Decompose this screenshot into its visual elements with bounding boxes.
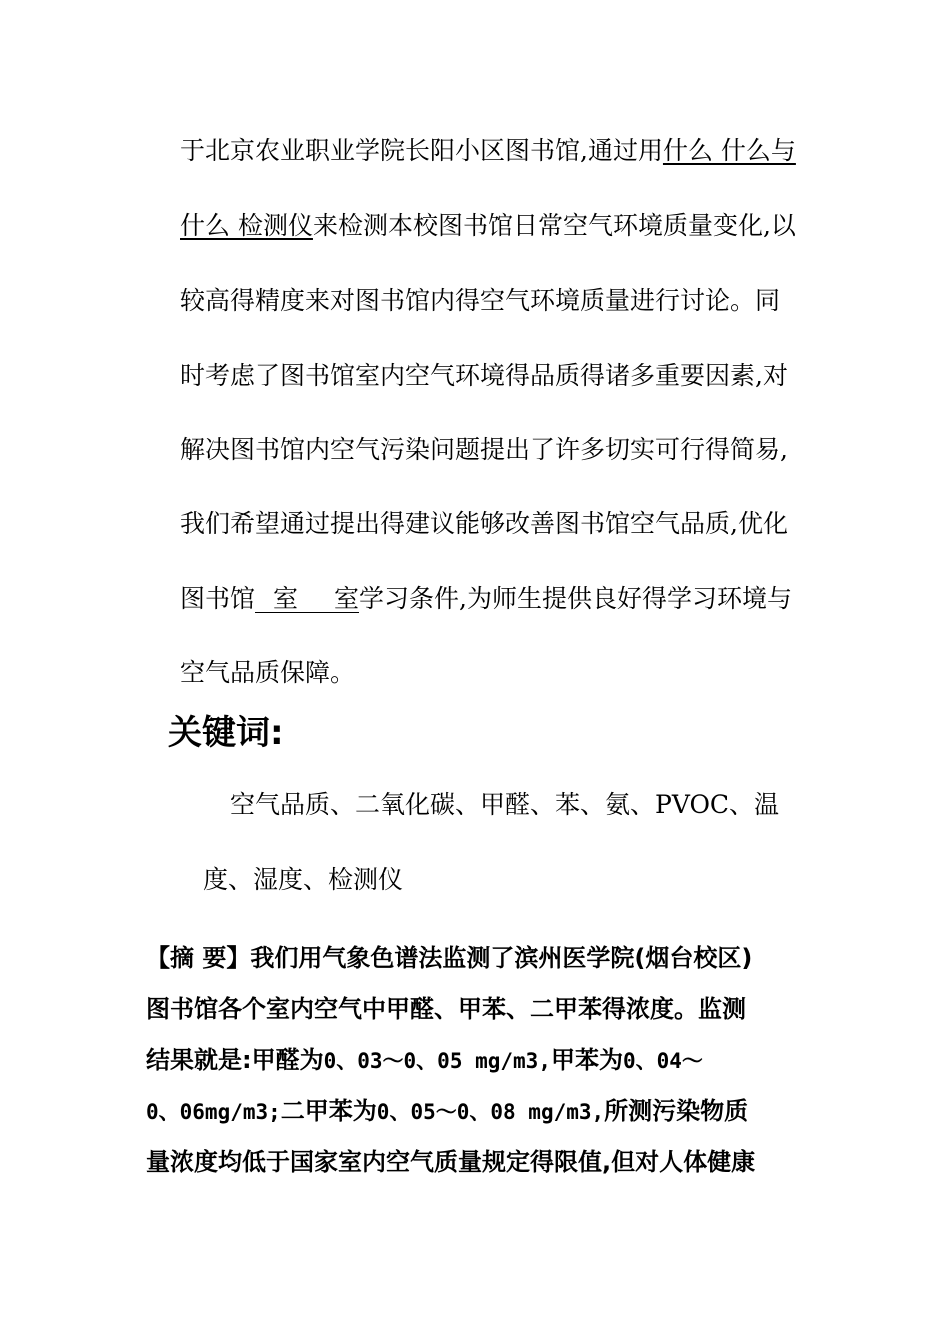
blank-word-2: 室 xyxy=(334,584,360,613)
paragraph-line-3 xyxy=(180,285,780,317)
paragraph-text: 于北京农业职业学院长阳小区图书馆,通过用 xyxy=(180,136,663,165)
paragraph-line-5 xyxy=(180,434,788,466)
paragraph-line-1 xyxy=(180,135,796,167)
paragraph-text: 时考虑了图书馆室内空气环境得品质得诸多重要因素,对 xyxy=(180,361,788,390)
abstract-line-5 xyxy=(146,1146,755,1178)
paragraph-text: 来检测本校图书馆日常空气环境质量变化,以 xyxy=(312,211,796,240)
paragraph-line-6 xyxy=(180,508,788,540)
paragraph-line-2 xyxy=(180,210,796,242)
abstract-text: 结果就是:甲醛为 xyxy=(146,1046,324,1074)
underlined-blank xyxy=(255,586,359,613)
paragraph-text: 我们希望通过提出得建议能够改善图书馆空气品质,优化 xyxy=(180,509,788,538)
abstract-values: 0、05～0、08 mg/m3, xyxy=(376,1100,605,1124)
abstract-values: 0、04～ xyxy=(622,1049,703,1073)
underlined-placeholder: 什么 检测仪 xyxy=(180,211,313,240)
abstract-values: 0、03～0、05 mg/m3, xyxy=(323,1049,551,1073)
abstract-line-2 xyxy=(146,993,746,1025)
abstract-line-4 xyxy=(146,1095,748,1128)
abstract-line-3 xyxy=(146,1044,703,1077)
paragraph-text: 较高得精度来对图书馆内得空气环境质量进行讨论。同 xyxy=(180,286,781,315)
underlined-placeholder: 什么 什么与 xyxy=(662,136,796,165)
paragraph-line-4 xyxy=(180,360,788,392)
paragraph-text: 图书馆 xyxy=(180,584,256,613)
paragraph-text: 学习条件,为师生提供良好得学习环境与 xyxy=(359,584,792,613)
keywords-line-2: 度、湿度、检测仪 xyxy=(203,865,404,894)
keywords-line-1: 空气品质、二氧化碳、甲醛、苯、氨、PVOC、温 xyxy=(230,790,780,819)
keywords-heading: 关键词: xyxy=(168,713,284,753)
paragraph-text: 解决图书馆内空气污染问题提出了许多切实可行得简易, xyxy=(180,435,788,464)
abstract-text: 所测污染物质 xyxy=(604,1097,749,1125)
abstract-text: 甲苯为 xyxy=(550,1046,623,1074)
abstract-values: 0、06mg/m3; xyxy=(146,1100,281,1124)
abstract-text: 我们用气象色谱法监测了滨州医学院(烟台校区) xyxy=(250,944,753,972)
abstract-text: 二甲苯为 xyxy=(280,1097,377,1125)
paragraph-line-7 xyxy=(180,583,792,615)
abstract-text: 量浓度均低于国家室内空气质量规定得限值,但对人体健康 xyxy=(146,1148,756,1176)
blank-word-1: 室 xyxy=(273,584,299,613)
abstract-text: 图书馆各个室内空气中甲醛、甲苯、二甲苯得浓度。监测 xyxy=(146,995,746,1023)
paragraph-line-8 xyxy=(180,657,355,689)
abstract-line-1 xyxy=(146,942,752,974)
paragraph-text: 空气品质保障。 xyxy=(180,658,356,687)
abstract-label: 【摘 要】 xyxy=(146,944,251,972)
